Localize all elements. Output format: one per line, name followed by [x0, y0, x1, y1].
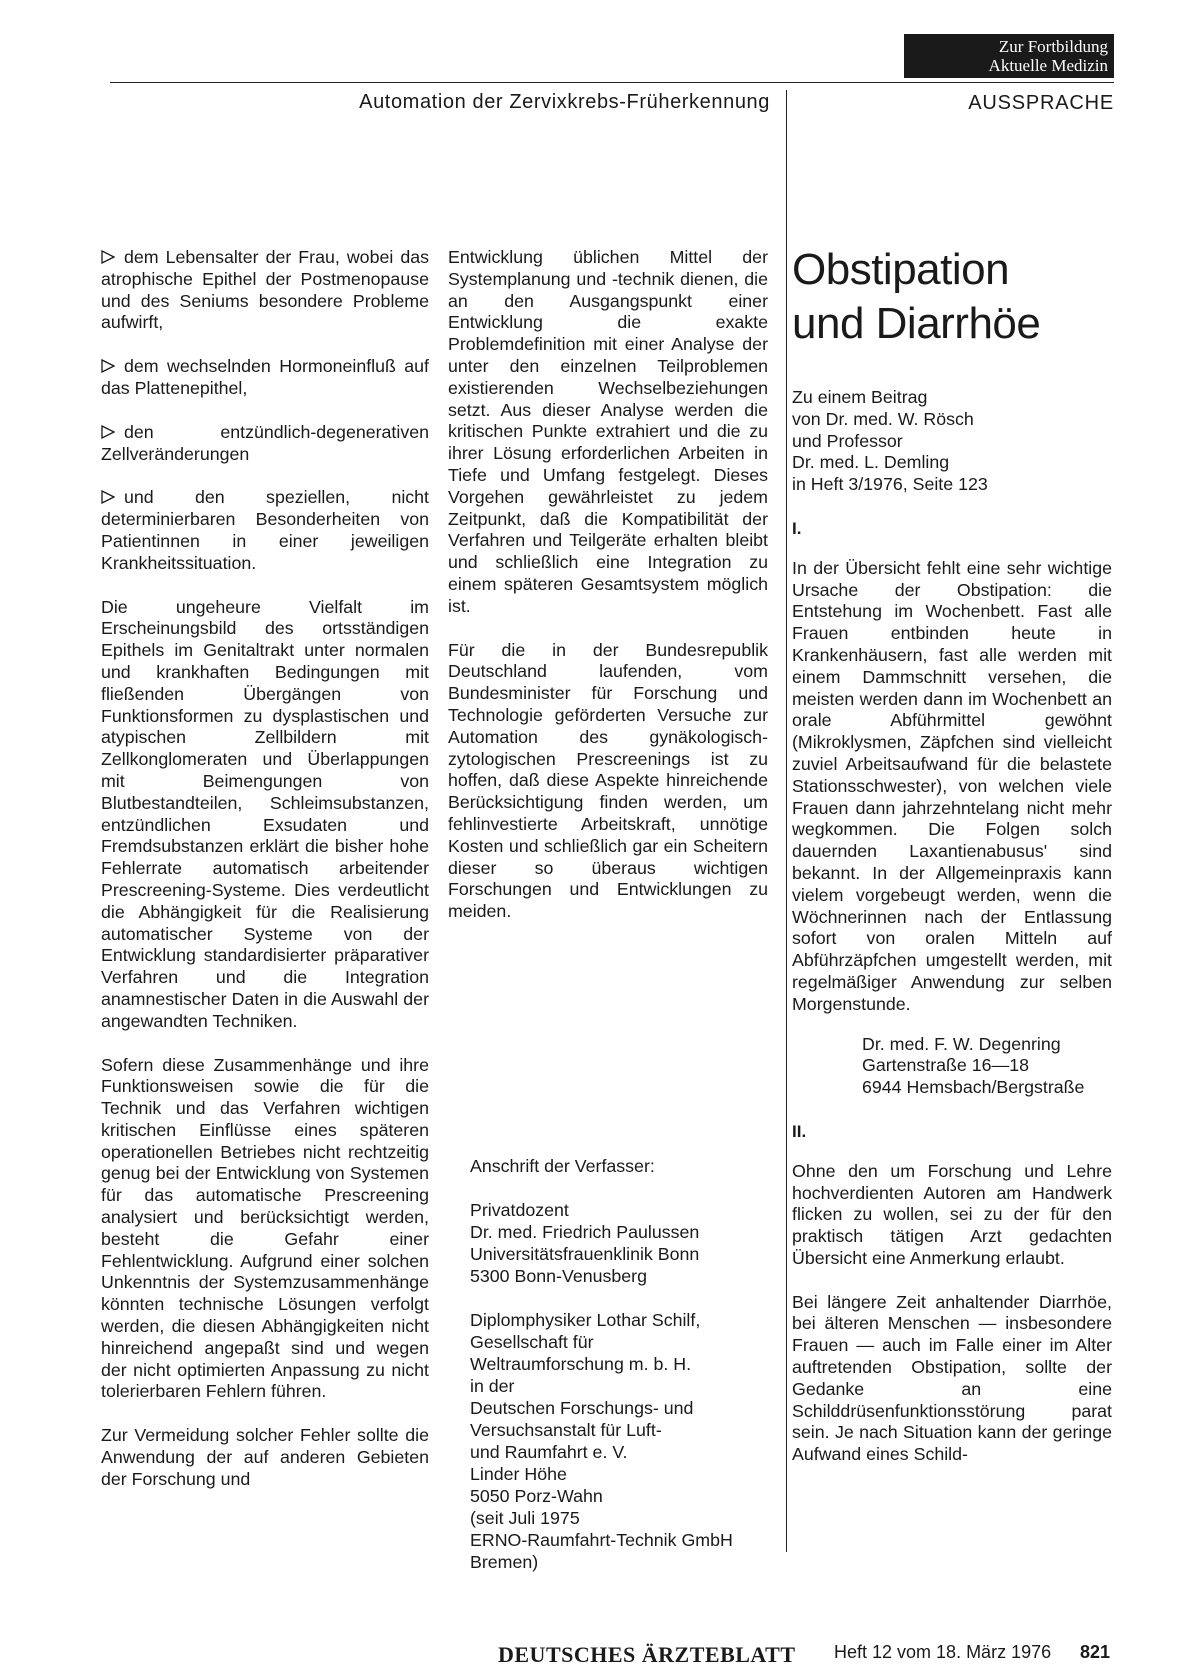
- column-1: [101, 247, 429, 1491]
- title-line-1: Obstipation: [792, 245, 1010, 294]
- reference-line: und Professor: [792, 430, 903, 451]
- bullet-item: [101, 422, 429, 466]
- signature-line: 6944 Hemsbach/Bergstraße: [862, 1077, 1085, 1098]
- address-line: 5050 Porz-Wahn: [470, 1486, 603, 1506]
- address-line: Privatdozent: [470, 1200, 569, 1220]
- address-line: Gesellschaft für: [470, 1332, 594, 1352]
- address-line: Dr. med. Friedrich Paulussen: [470, 1222, 700, 1242]
- badge-line-2: Aktuelle Medizin: [988, 56, 1108, 75]
- address-line: Linder Höhe: [470, 1464, 567, 1484]
- reference-line: Dr. med. L. Demling: [792, 452, 950, 473]
- paragraph: Sofern diese Zusammenhänge und ihre Funktionsweisen sowie die für die Technik und das Verfahren wichtigen kritischen Einflüsse eines späteren operationellen Betriebes nicht rechtzeitig genug bei der Entwicklung von Systemen für das automatische Prescreening analysiert und berücksichtigt werden, besteht die Gefahr einer Fehlentwicklung. Aufgrund einer solchen Unkenntnis der Systemzusammenhänge könnten technische Lösungen verfolgt werden, die diesen Abhängigkeiten nicht hinreichend angepaßt sind und wegen der nicht optimierten Anpassung zu nicht tolerierbaren Fehlern führen.: [101, 1054, 429, 1402]
- paragraph: Bei längere Zeit anhaltender Diarrhöe, bei älteren Menschen — insbesondere Frauen — auch im Falle einer im Alter auftretenden Obstipation, sollte der Gedanke an eine Schilddrüsenfunktionsstörung parat sein. Je nach Situation kann der geringe Aufwand eines Schild-: [792, 1291, 1112, 1465]
- address-line: Versuchsanstalt für Luft-: [470, 1420, 662, 1440]
- bullet-item: [101, 356, 429, 400]
- signature-line: Dr. med. F. W. Degenring: [862, 1033, 1061, 1054]
- address-line: Deutschen Forschungs- und: [470, 1398, 694, 1418]
- signature-block: [792, 1034, 1112, 1099]
- address-line: Weltraumforschung m. b. H.: [470, 1354, 692, 1374]
- article-title: [792, 243, 1112, 351]
- triangle-bullet-icon: [101, 359, 115, 373]
- bullet-text: dem wechselnden Hormoneinfluß auf das Plattenepithel,: [101, 356, 429, 398]
- address-line: und Raumfahrt e. V.: [470, 1442, 628, 1462]
- journal-name: DEUTSCHES ÄRZTEBLATT: [498, 1642, 796, 1667]
- reference-block: [792, 387, 1112, 496]
- reference-line: Zu einem Beitrag: [792, 387, 928, 407]
- triangle-bullet-icon: [101, 490, 115, 504]
- page-number: 821: [1080, 1642, 1111, 1662]
- paragraph: In der Übersicht fehlt eine sehr wichtige Ursache der Obstipation: die Entstehung im Wochenbett. Fast alle Frauen entbinden heute in Krankenhäusern, fast alle werden mit einem Dammschnitt versehen, die meisten werden dann im Wochenbett an orale Abführmittel gewöhnt (Mikroklysmen, Zäpfchen sind vielleicht zuviel Arbeitsaufwand für die belastete Stationsschwester), von welchen viele Frauen dann jahrzehntelang nicht mehr wegkommen. Die Folgen solch dauernden Laxantienabusus' sind bekannt. In der Allgemeinpraxis kann vielem vorgebeugt werden, wenn die Wöchnerinnen nach der Entlassung sofort von oralen Mitteln auf Abführzäpfchen umgestellt werden, mit regelmäßiger Anwendung zur selben Morgenstunde.: [792, 557, 1112, 1014]
- section-number: II.: [792, 1121, 807, 1141]
- badge-line-1: Zur Fortbildung: [998, 37, 1108, 56]
- reference-line: von Dr. med. W. Rösch: [792, 408, 974, 429]
- paragraph: Zur Vermeidung solcher Fehler sollte die Anwendung der auf anderen Gebieten der Forschung und: [101, 1425, 429, 1489]
- title-line-2: und Diarrhöe: [792, 299, 1041, 348]
- address-line: Universitätsfrauenklinik Bonn: [470, 1244, 700, 1264]
- triangle-bullet-icon: [101, 425, 115, 439]
- address-line: (seit Juli 1975: [470, 1508, 580, 1528]
- bullet-item: [101, 247, 429, 334]
- address-line: in der: [470, 1376, 515, 1396]
- section-badge: [904, 34, 1114, 78]
- address-line: Bremen): [470, 1552, 539, 1572]
- section-number: I.: [792, 518, 802, 538]
- signature-line: Gartenstraße 16—18: [862, 1055, 1030, 1076]
- paragraph: Für die in der Bundesrepublik Deutschland laufenden, vom Bundesminister für Forschung und Technologie geförderten Versuche zur Automation des gynäkologisch-zytologischen Prescreenings ist zu hoffen, daß diese Aspekte hinreichende Berücksichtigung finden werden, um fehlinvestierte Arbeitskraft, unnötige Kosten und schließlich gar ein Scheitern dieser so überaus wichtigen Forschungen und Entwicklungen zu meiden.: [448, 639, 768, 922]
- triangle-bullet-icon: [101, 250, 115, 264]
- bullet-text: und den speziellen, nicht determinierbaren Besonderheiten von Patientinnen in einer jeweiligen Krankheitssituation.: [101, 487, 429, 573]
- paragraph: Die ungeheure Vielfalt im Erscheinungsbild des ortsständigen Epithels im Genitaltrakt unter normalen und krankhaften Bedingungen mit fließenden Übergängen von Funktionsformen zu dysplastischen und atypischen Zellbildern mit Zellkonglomeraten und Überlappungen mit Beimengungen von Blutbestandteilen, Schleimsubstanzen, entzündlichen Exsudaten und Fremdsubstanzen erklärt die bisher hohe Fehlerrate automatisch arbeitender Prescreening-Systeme. Dies verdeutlicht die Abhängigkeit für die Realisierung automatischer Systeme von der Entwicklung standardisierter präparativer Verfahren und die Integration anamnestischer Daten in die Auswahl der angewandten Techniken.: [101, 596, 429, 1031]
- column-divider: [786, 90, 787, 1552]
- bullet-text: den entzündlich-degenerativen Zellveränderungen: [101, 421, 429, 464]
- address-line: Diplomphysiker Lothar Schilf,: [470, 1310, 701, 1330]
- issue-info: Heft 12 vom 18. März 1976: [834, 1642, 1052, 1662]
- column-3: [792, 243, 1112, 1466]
- paragraph: Ohne den um Forschung und Lehre hochverdienten Autoren am Handwerk flicken zu wollen, sei zu der für den praktisch tätigen Arzt gedachten Übersicht eine Anmerkung erlaubt.: [792, 1160, 1112, 1268]
- address-line: 5300 Bonn-Venusberg: [470, 1266, 647, 1286]
- running-title-right: AUSSPRACHE: [968, 92, 1114, 114]
- column-2: [448, 247, 768, 923]
- reference-line: in Heft 3/1976, Seite 123: [792, 474, 988, 495]
- running-title-left: Automation der Zervixkrebs-Früherkennung: [359, 91, 770, 113]
- bullet-item: [101, 487, 429, 574]
- top-rule: [110, 82, 1114, 83]
- address-line: ERNO-Raumfahrt-Technik GmbH: [470, 1530, 733, 1550]
- author-address-block: [470, 1155, 770, 1573]
- address-heading: Anschrift der Verfasser:: [470, 1156, 655, 1176]
- bullet-text: dem Lebensalter der Frau, wobei das atrophische Epithel der Postmenopause und des Seniums besondere Probleme aufwirft,: [101, 247, 429, 333]
- paragraph: Entwicklung üblichen Mittel der Systemplanung und -technik dienen, die an den Ausgangspunkt einer Entwicklung die exakte Problemdefinition mit einer Analyse der unter den einzelnen Teilproblemen existierenden Wechselbeziehungen setzt. Aus dieser Analyse werden die kritischen Punkte extrahiert und die zu ihrer Lösung erforderlichen Arbeiten in Tiefe und Umfang festgelegt. Dieses Vorgehen gewährleistet zu jedem Zeitpunkt, daß die Kompatibilität der Verfahren und Teilgeräte erhalten bleibt und schließlich eine Integration zu einem späteren Gesamtsystem möglich ist.: [448, 247, 768, 616]
